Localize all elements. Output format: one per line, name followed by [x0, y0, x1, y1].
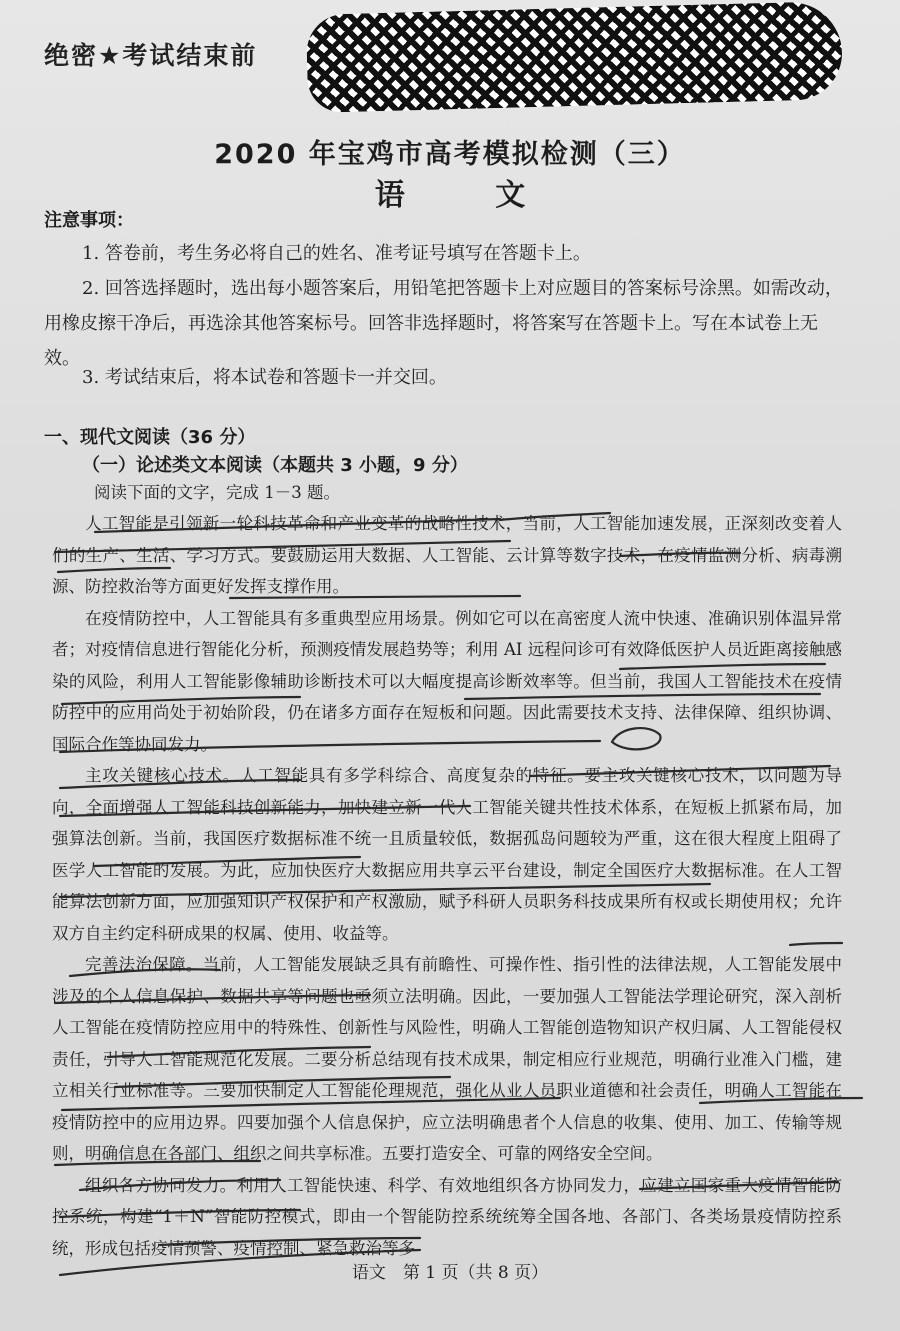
- article: [52, 508, 842, 1264]
- exam-title: 2020 年宝鸡市高考模拟检测（三）: [214, 139, 686, 170]
- article-paragraph: 主攻关键核心技术。人工智能具有多学科综合、高度复杂的特征。要主攻关键核心技术，以问题为导向，全面增强人工智能科技创新能力，加快建立新一代人工智能关键共性技术体系，在短板上抓紧布局，加强算法创新。当前，我国医疗数据标准不统一且质量较低，数据孤岛问题较为严重，这在很大程度上阻碍了医学人工智能的发展。为此，应加快医疗大数据应用共享云平台建设，制定全国医疗大数据标准。在人工智能算法创新方面，应加强知识产权保护和产权激励，赋予科研人员职务科技成果所有权或长期使用权；允许双方自主约定科研成果的权属、使用、收益等。: [52, 766, 842, 943]
- page-footer: 语文 第 1 页（共 8 页）: [351, 1263, 549, 1283]
- section-subheading: （一）论述类文本阅读（本题共 3 小题，9 分）: [82, 455, 468, 476]
- notice-item-2: 2. 回答选择题时，选出每小题答案后，用铅笔把答题卡上对应题目的答案标号涂黑。如需改动，用橡皮擦干净后，再选涂其他答案标号。回答非选择题时，将答案写在答题卡上。写在本试卷上无效。: [44, 278, 843, 369]
- section-heading-part-one: 一、现代文阅读（36 分）: [44, 427, 256, 448]
- article-paragraph: 人工智能是引领新一轮科技革命和产业变革的战略性技术，当前，人工智能加速发展，正深刻改变着人们的生产、生活、学习方式。要鼓励运用大数据、人工智能、云计算等数字技术，在疫情监测分析、病毒溯源、防控救治等方面更好发挥支撑作用。: [52, 514, 842, 596]
- article-paragraph: 组织各方协同发力。利用人工智能快速、科学、有效地组织各方协同发力，应建立国家重大疫情智能防控系统，构建“1＋N”智能防控模式，即由一个智能防控系统统筹全国各地、各部门、各类场景疫情防控系统，形成包括疫情预警、疫情控制、紧急救治等多: [52, 1175, 842, 1258]
- article-paragraph: 完善法治保障。当前，人工智能发展缺乏具有前瞻性、可操作性、指引性的法律法规，人工智能发展中涉及的个人信息保护、数据共享等问题也亟须立法明确。因此，一要加强人工智能法学理论研究，深入剖析人工智能在疫情防控应用中的特殊性、创新性与风险性，明确人工智能创造物知识产权归属、人工智能侵权责任，引导人工智能规范化发展。二要分析总结现有技术成果，制定相应行业规范，明确行业准入门槛，建立相关行业标准等。三要加快制定人工智能伦理规范，强化从业人员职业道德和社会责任，明确人工智能在疫情防控中的应用边界。四要加强个人信息保护，应立法明确患者个人信息的收集、使用、加工、传输等规则，明确信息在各部门、组织之间共享标准。五要打造安全、可靠的网络安全空间。: [52, 955, 842, 1163]
- reading-instruction: 阅读下面的文字，完成 1－3 题。: [94, 483, 340, 502]
- redaction-scribble: [306, 1, 843, 113]
- notice-item-1: 1. 答卷前，考生务必将自己的姓名、准考证号填写在答题卡上。: [82, 243, 591, 264]
- notice-item-3: 3. 考试结束后，将本试卷和答题卡一并交回。: [82, 367, 447, 388]
- article-paragraph: 在疫情防控中，人工智能具有多重典型应用场景。例如它可以在高密度人流中快速、准确识别体温异常者；对疫情信息进行智能化分析，预测疫情发展趋势等；利用 AI 远程问诊可有效降低医护人员近距离接触感染的风险，利用人工智能影像辅助诊断技术可以大幅度提高诊断效率等。但当前，我国人工智能技术在疫情防控中的应用尚处于初始阶段，仍在诸多方面存在短板和问题。因此需要技术支持、法律保障、组织协调、国际合作等协同发力。: [52, 608, 842, 754]
- secret-label: 绝密★考试结束前: [44, 41, 258, 70]
- exam-subject: 语 文: [374, 178, 566, 213]
- notice-heading: 注意事项：: [44, 210, 134, 231]
